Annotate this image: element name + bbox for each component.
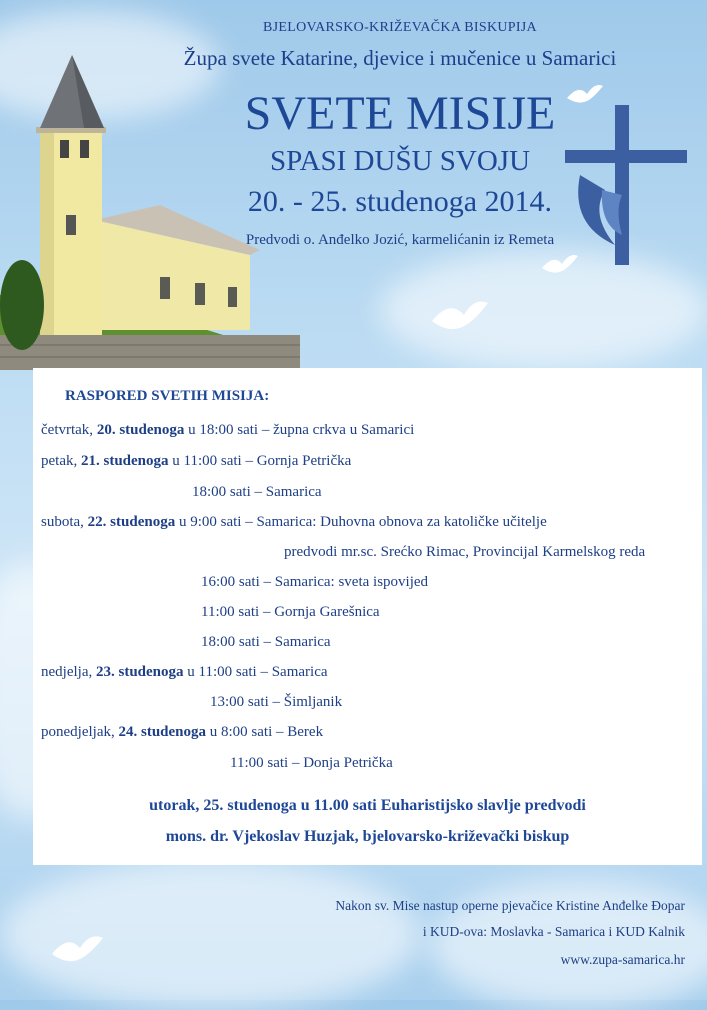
schedule-row: 13:00 sati – Šimljanik xyxy=(210,694,343,710)
schedule-row: četvrtak, 20. studenoga u 18:00 sati – župna crkva u Samarici xyxy=(41,422,415,438)
event-dates: 20. - 25. studenoga 2014. xyxy=(247,185,553,218)
dove-icon xyxy=(430,295,490,340)
schedule-heading: RASPORED SVETIH MISIJA: xyxy=(65,388,270,404)
schedule-row: petak, 21. studenoga u 11:00 sati – Gornja Petrička xyxy=(41,453,352,469)
leader-line: Predvodi o. Anđelko Jozić, karmelićanin iz Remeta xyxy=(245,232,555,248)
page-title: SVETE MISIJE xyxy=(244,87,556,140)
schedule-row: 18:00 sati – Samarica xyxy=(192,484,322,500)
schedule-row: predvodi mr.sc. Srećko Rimac, Provincijal Karmelskog reda xyxy=(284,544,646,560)
dove-icon xyxy=(50,930,105,970)
parish-name: Župa svete Katarine, djevice i mučenice u Samarici xyxy=(183,46,617,70)
dove-icon xyxy=(540,250,580,280)
closing-line: utorak, 25. studenoga u 11.00 sati Euharistijsko slavlje predvodi xyxy=(149,797,586,814)
footer-line: i KUD-ova: Moslavka - Samarica i KUD Kalnik xyxy=(422,924,685,939)
schedule-row: 18:00 sati – Samarica xyxy=(201,634,331,650)
diocese-name: BJELOVARSKO-KRIŽEVAČKA BISKUPIJA xyxy=(263,20,537,35)
website-link[interactable]: www.zupa-samarica.hr xyxy=(560,952,685,967)
schedule-row: 11:00 sati – Donja Petrička xyxy=(230,755,393,771)
schedule-row: 16:00 sati – Samarica: sveta ispovijed xyxy=(201,574,429,590)
schedule-row: 11:00 sati – Gornja Garešnica xyxy=(201,604,380,620)
schedule-row: nedjelja, 23. studenoga u 11:00 sati – Samarica xyxy=(41,664,328,680)
footer-line: Nakon sv. Mise nastup operne pjevačice Kristine Anđelke Đopar xyxy=(335,898,685,913)
schedule-row: subota, 22. studenoga u 9:00 sati – Samarica: Duhovna obnova za katoličke učitelje xyxy=(41,514,547,530)
schedule-row: ponedjeljak, 24. studenoga u 8:00 sati – Berek xyxy=(41,724,324,740)
subtitle: SPASI DUŠU SVOJU xyxy=(269,145,531,177)
closing-line: mons. dr. Vjekoslav Huzjak, bjelovarsko-križevački biskup xyxy=(165,828,570,845)
